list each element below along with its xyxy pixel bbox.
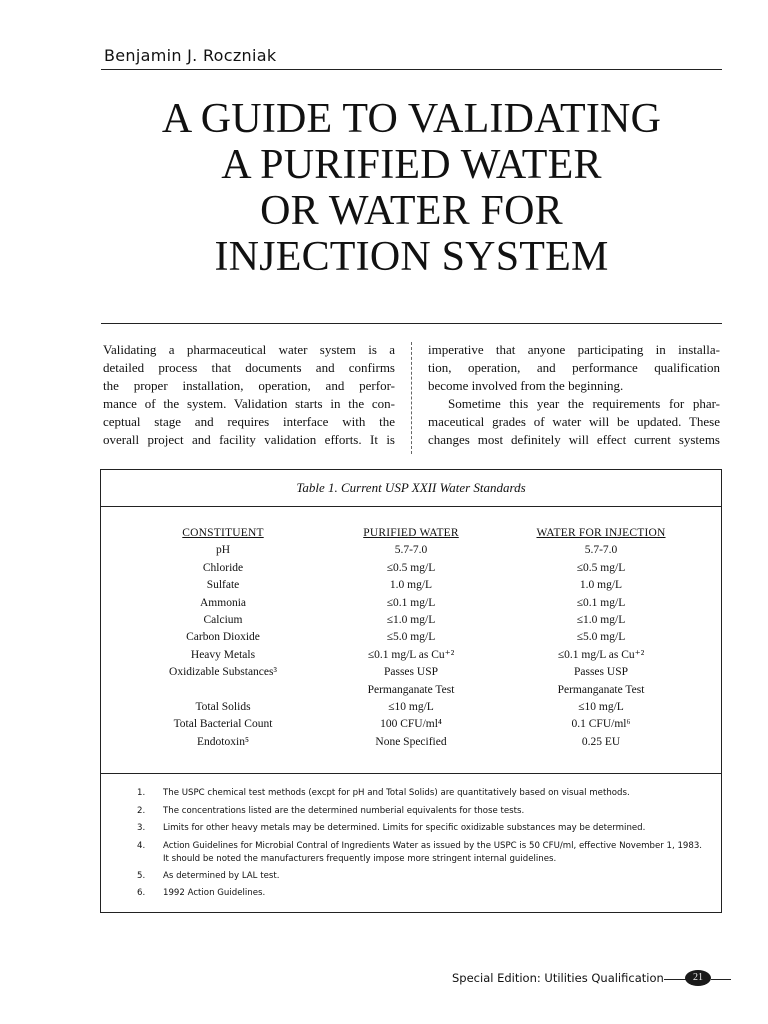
- page-number: 21: [685, 970, 711, 986]
- table-footnotes: [137, 785, 707, 903]
- table-cell: Passes USP: [383, 666, 438, 679]
- body-column-left: [103, 341, 395, 449]
- table-cell: ≤0.5 mg/L: [386, 561, 436, 574]
- table-cell: Calcium: [203, 614, 243, 626]
- body-line: the proper installation, operation, and perfor-: [103, 378, 395, 393]
- header-rule: [101, 69, 722, 70]
- title-line: INJECTION SYSTEM: [214, 234, 609, 280]
- table-cell: ≤10 mg/L: [578, 701, 624, 713]
- footnote-text: 1992 Action Guidelines.: [163, 888, 266, 898]
- table-caption-rule: [101, 506, 721, 507]
- title-line: A PURIFIED WATER: [221, 142, 602, 188]
- body-line: maceutical grades of water will be updated. These: [428, 414, 720, 429]
- table-cell: None Specified: [375, 735, 447, 748]
- table-cell: Passes USP: [573, 666, 628, 679]
- footnote-number: 3.: [137, 823, 146, 833]
- title-line: A GUIDE TO VALIDATING: [161, 96, 662, 142]
- table-cell: Heavy Metals: [190, 648, 256, 661]
- footnote: [137, 868, 707, 886]
- footnote-text: As determined by LAL test.: [163, 870, 280, 881]
- footnote-number: 5.: [137, 870, 146, 881]
- footnote-number: 4.: [137, 840, 146, 851]
- column-separator: [411, 342, 412, 454]
- article-title: [101, 96, 722, 280]
- footnote: [137, 803, 707, 821]
- body-line: Validating a pharmaceutical water system is a: [103, 342, 395, 357]
- title-rule: [101, 323, 722, 324]
- table-caption: Table 1. Current USP XXII Water Standards: [296, 480, 526, 495]
- table-cell: Total Solids: [195, 701, 251, 713]
- table-cell: ≤1.0 mg/L: [576, 614, 626, 626]
- table-cell: Total Bacterial Count: [173, 718, 273, 731]
- footer-rule: [664, 979, 686, 980]
- table-cell: 1.0 mg/L: [579, 579, 623, 592]
- table-cell: Permanganate Test: [557, 683, 645, 696]
- table-cell: Carbon Dioxide: [186, 631, 260, 644]
- footnote-text: Limits for other heavy metals may be determined. Limits for specific oxidizable substances may be determined.: [163, 823, 646, 833]
- author-name: Benjamin J. Roczniak: [104, 46, 277, 65]
- table-notes-rule: [101, 773, 721, 774]
- footnote-number: 1.: [137, 788, 146, 798]
- body-line: imperative that anyone participating in installa-: [428, 342, 720, 357]
- footnote-text: Action Guidelines for Microbial Contral of Ingredients Water as issued by the USPC is 50 CFU/ml, effective November 1, 1983. It should be noted the manufacturers frequently impose more stringent internal guidelines.: [163, 840, 703, 864]
- table-cell: 0.1 CFU/ml⁶: [571, 718, 631, 731]
- table-cell: 0.25 EU: [581, 735, 621, 748]
- footnote: [137, 820, 707, 838]
- footnote: [137, 838, 707, 868]
- table-cell: ≤5.0 mg/L: [576, 631, 626, 644]
- table-cell: ≤10 mg/L: [388, 701, 434, 713]
- table-cell: ≤0.1 mg/L as Cu⁺²: [367, 648, 455, 661]
- body-line: ceptual stage and requires interface with the: [103, 414, 395, 429]
- column-header-constituent: CONSTITUENT: [182, 527, 264, 539]
- table-cell: ≤0.1 mg/L: [576, 596, 626, 609]
- table-cell: ≤0.1 mg/L as Cu⁺²: [557, 648, 645, 661]
- table-cell: Permanganate Test: [367, 683, 455, 696]
- table-cell: ≤5.0 mg/L: [386, 631, 436, 644]
- footnote: [137, 885, 707, 903]
- body-line: Sometime this year the requirements for phar-: [448, 396, 720, 411]
- table-cell: 5.7-7.0: [584, 544, 618, 557]
- column-header-water-for-injection: WATER FOR INJECTION: [536, 527, 666, 539]
- body-line: detailed process that documents and confirms: [103, 360, 395, 375]
- column-header-purified-water: PURIFIED WATER: [363, 527, 459, 539]
- body-line: mance of the system. Validation starts in the con-: [103, 396, 395, 411]
- footnote-number: 6.: [137, 888, 146, 898]
- table-cell: Chloride: [202, 561, 244, 574]
- table-cell: 1.0 mg/L: [389, 579, 433, 592]
- footnote-text: The concentrations listed are the determined numberial equivalents for those tests.: [163, 805, 525, 816]
- table-cell: ≤0.1 mg/L: [386, 596, 436, 609]
- table-cell: ≤0.5 mg/L: [576, 561, 626, 574]
- footnote: [137, 785, 707, 803]
- footnote-text: The USPC chemical test methods (excpt for pH and Total Solids) are quantitatively based on visual methods.: [163, 788, 630, 798]
- water-standards-table: [100, 469, 722, 913]
- footnote-number: 2.: [137, 805, 146, 816]
- footer-rule: [711, 979, 731, 980]
- table-cell: Sulfate: [206, 579, 240, 592]
- body-line: become involved from the beginning.: [428, 378, 624, 393]
- table-cell: ≤1.0 mg/L: [386, 614, 436, 626]
- body-line: overall project and facility validation efforts. It is: [103, 432, 395, 447]
- table-cell: 5.7-7.0: [394, 544, 428, 557]
- title-line: OR WATER FOR: [260, 188, 563, 234]
- table-cell: 100 CFU/ml⁴: [380, 718, 442, 731]
- body-line: changes most definitely will effect current systems: [428, 432, 720, 447]
- table-cell: pH: [215, 544, 231, 557]
- footer-publication: Special Edition: Utilities Qualification: [452, 971, 664, 985]
- body-line: tion, operation, and performance qualification: [428, 360, 720, 375]
- body-column-right: [428, 341, 720, 449]
- table-cell: Ammonia: [200, 596, 246, 609]
- table-cell: Oxidizable Substances³: [169, 666, 277, 679]
- table-cell: Endotoxin⁵: [197, 735, 249, 748]
